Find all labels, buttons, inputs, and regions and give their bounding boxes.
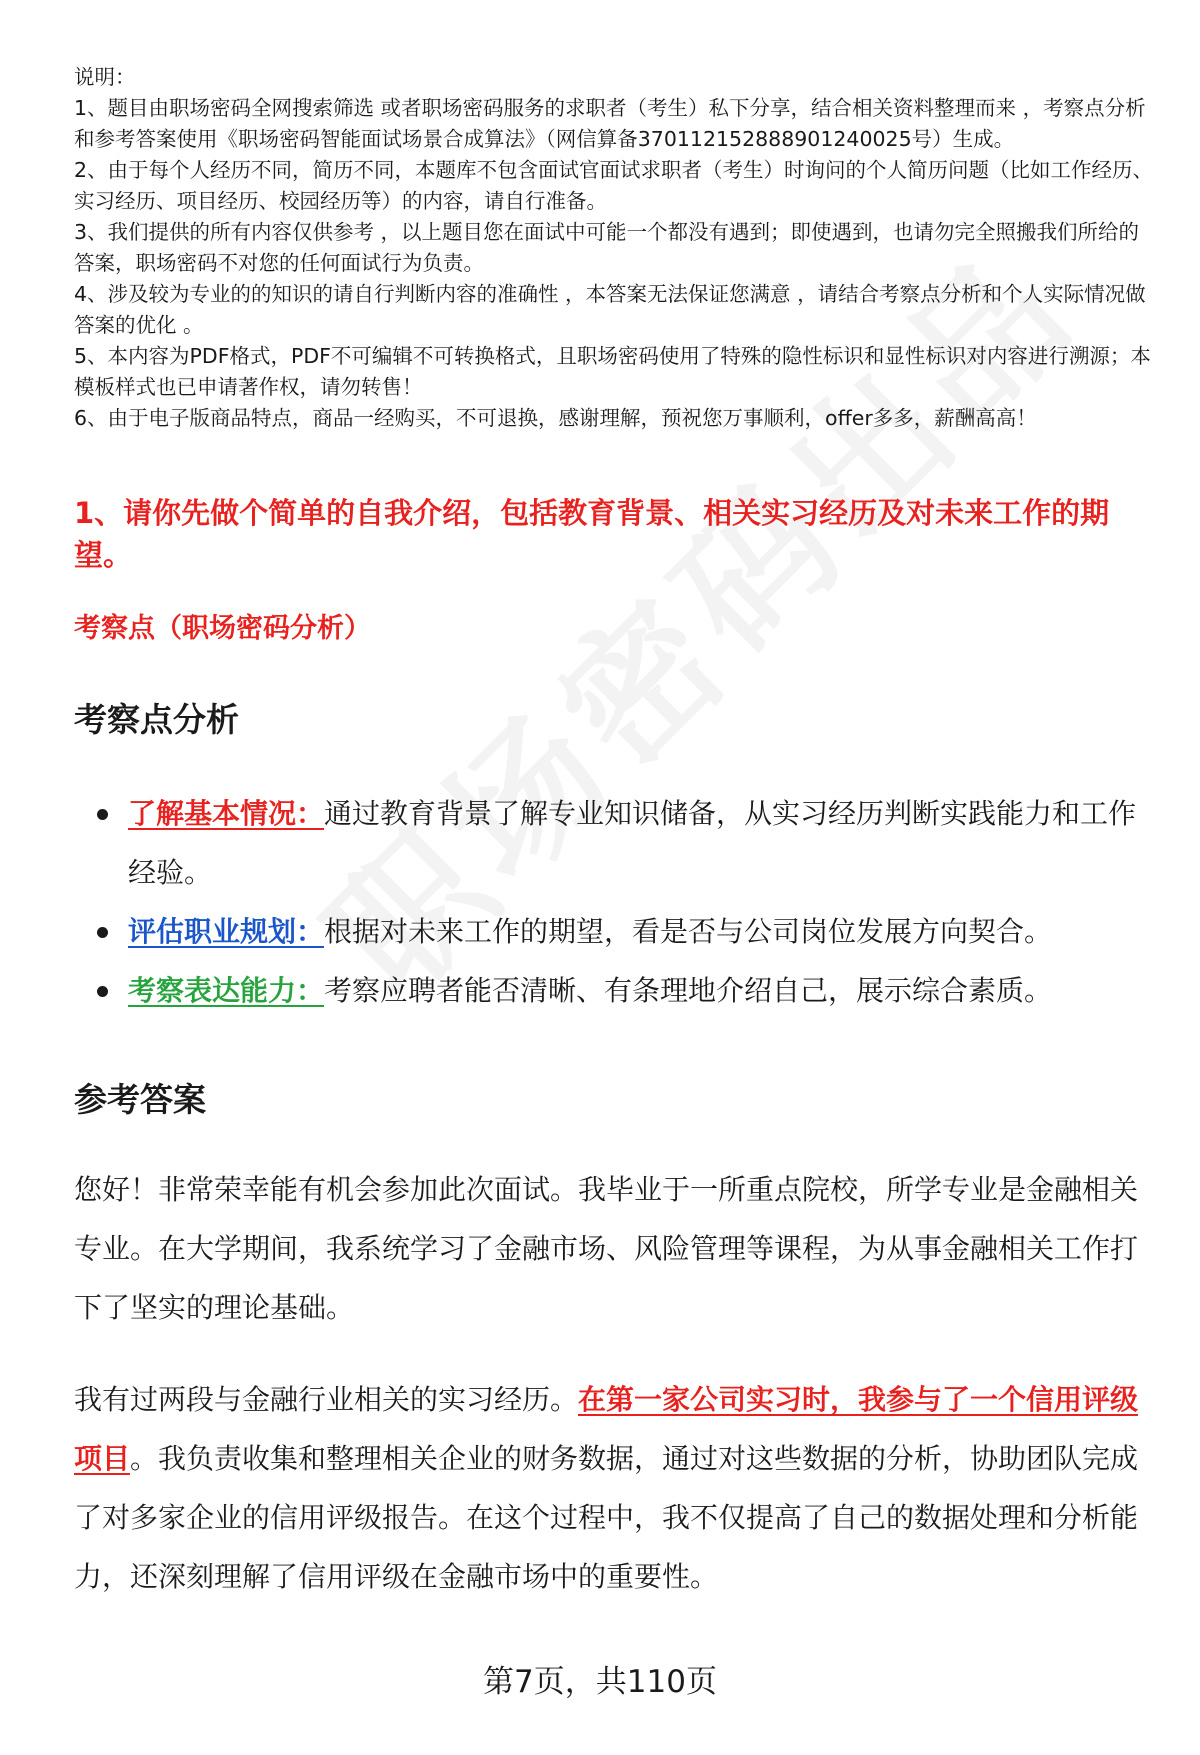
answer-highlight: 在第一家公司实习时，我参与了一个信用评级项目 <box>74 1383 1139 1475</box>
answer-paragraph-1: 您好！非常荣幸能有机会参加此次面试。我毕业于一所重点院校，所学专业是金融相关专业。在大学期间，我系统学习了金融市场、风险管理等课程，为从事金融相关工作打下了坚实的理论基础。 <box>74 1173 1139 1324</box>
analysis-point-text: 通过教育背景了解专业知识储备，从实习经历判断实践能力和工作经验。 <box>128 797 1137 889</box>
answer-heading: 参考答案 <box>74 1080 206 1119</box>
analysis-point-text: 考察应聘者能否清晰、有条理地介绍自己，展示综合素质。 <box>324 974 1053 1007</box>
analysis-heading: 考察点分析 <box>74 700 239 739</box>
bullet-icon <box>97 809 108 820</box>
analysis-point-text: 根据对未来工作的期望，看是否与公司岗位发展方向契合。 <box>324 915 1053 948</box>
bullet-icon <box>97 986 108 997</box>
bullet-icon <box>97 927 108 938</box>
page-number: 第7页，共110页 <box>483 1664 717 1700</box>
answer-text: 我有过两段与金融行业相关的实习经历。 <box>74 1383 579 1416</box>
answer-paragraph-2 <box>74 1370 1156 1606</box>
analysis-point-key: 考察表达能力： <box>128 974 325 1007</box>
notice-item: 5、本内容为PDF格式，PDF不可编辑不可转换格式，且职场密码使用了特殊的隐性标识和显性标识对内容进行溯源；本模板样式也已申请著作权，请勿转售！ <box>74 344 1151 399</box>
analysis-point-key: 了解基本情况： <box>128 797 325 830</box>
notice-item: 3、我们提供的所有内容仅供参考 ，以上题目您在面试中可能一个都没有遇到；即使遇到，也请勿完全照搬我们所给的答案，职场密码不对您的任何面试行为负责。 <box>74 220 1140 275</box>
notice-item: 2、由于每个人经历不同，简历不同，本题库不包含面试官面试求职者（考生）时询问的个人简历问题（比如工作经历、实习经历、项目经历、校园经历等）的内容，请自行准备。 <box>74 158 1154 213</box>
notice-heading: 说明： <box>74 65 136 89</box>
notice-item: 1、题目由职场密码全网搜索筛选 或者职场密码服务的求职者（考生）私下分享，结合相关资料整理而来 ，考察点分析和参考答案使用《职场密码智能面试场景合成算法》（网信算备370112152888901240025号）生成。 <box>74 96 1146 151</box>
notice-item: 6、由于电子版商品特点，商品一经购买，不可退换，感谢理解，预祝您万事顺利，offer多多，薪酬高高！ <box>74 406 1037 430</box>
answer-text: 。我负责收集和整理相关企业的财务数据，通过对这些数据的分析，协助团队完成了对多家企业的信用评级报告。在这个过程中，我不仅提高了自己的数据处理和分析能力，还深刻理解了信用评级在金融市场中的重要性。 <box>74 1442 1139 1593</box>
question-title: 1、请你先做个简单的自我介绍，包括教育背景、相关实习经历及对未来工作的期望。 <box>74 496 1110 572</box>
analysis-points <box>74 784 1156 1020</box>
analysis-point <box>74 902 1156 961</box>
notice-item: 4、涉及较为专业的的知识的请自行判断内容的准确性 ，本答案无法保证您满意 ，请结合考察点分析和个人实际情况做答案的优化 。 <box>74 282 1146 337</box>
question-subtitle: 考察点（职场密码分析） <box>74 613 371 644</box>
analysis-point-key: 评估职业规划： <box>128 915 325 948</box>
analysis-point <box>74 784 1156 902</box>
analysis-point <box>74 961 1156 1020</box>
notice-block <box>74 62 1156 434</box>
